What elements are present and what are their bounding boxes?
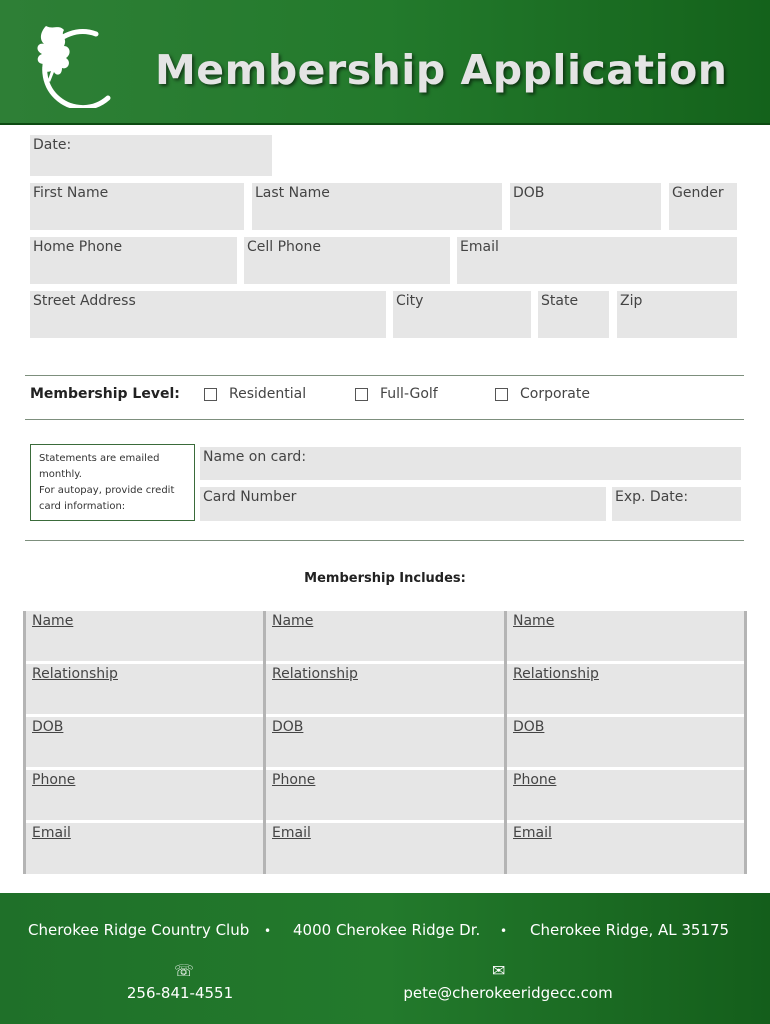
club-address: 4000 Cherokee Ridge Dr. — [293, 921, 481, 939]
residential-checkbox[interactable] — [204, 388, 217, 401]
full-golf-label: Full-Golf — [380, 386, 438, 402]
club-city: Cherokee Ridge, AL 35175 — [530, 921, 730, 939]
member-1-phone-field[interactable] — [26, 770, 263, 820]
cell-phone-label: Cell Phone — [247, 239, 321, 255]
member-phone-label: Phone — [513, 772, 557, 788]
member-1-dob-field[interactable] — [26, 717, 263, 767]
member-3-relationship-field[interactable] — [507, 664, 744, 714]
exp-date-field[interactable] — [612, 487, 741, 521]
member-2-dob-field[interactable] — [266, 717, 504, 767]
member-name-label: Name — [32, 613, 74, 629]
zip-field[interactable] — [617, 291, 737, 338]
member-phone-label: Phone — [32, 772, 76, 788]
note-line: monthly. — [39, 469, 82, 480]
street-address-label: Street Address — [33, 293, 136, 309]
note-line: For autopay, provide credit — [39, 485, 175, 496]
cell-phone-field[interactable] — [244, 237, 450, 284]
member-3-dob-field[interactable] — [507, 717, 744, 767]
member-2-name-field[interactable] — [266, 611, 504, 661]
state-field[interactable] — [538, 291, 609, 338]
note-line: Statements are emailed — [39, 453, 160, 464]
member-3-name-field[interactable] — [507, 611, 744, 661]
dob-label: DOB — [513, 185, 545, 201]
city-field[interactable] — [393, 291, 531, 338]
member-relationship-label: Relationship — [513, 666, 599, 682]
members-grid — [23, 611, 747, 874]
membership-includes-title: Membership Includes: — [304, 571, 466, 586]
residential-label: Residential — [229, 386, 307, 402]
state-label: State — [541, 293, 579, 309]
divider-top — [25, 375, 744, 376]
club-logo-icon — [24, 16, 114, 108]
city-label: City — [396, 293, 424, 309]
member-relationship-label: Relationship — [272, 666, 358, 682]
member-name-label: Name — [513, 613, 555, 629]
street-address-field[interactable] — [30, 291, 386, 338]
member-1-name-field[interactable] — [26, 611, 263, 661]
corporate-label: Corporate — [520, 386, 590, 402]
date-label: Date: — [33, 137, 72, 153]
member-dob-label: DOB — [32, 719, 64, 735]
name-on-card-label: Name on card: — [203, 449, 307, 465]
footer-banner — [0, 893, 770, 1024]
last-name-field[interactable] — [252, 183, 502, 230]
first-name-field[interactable] — [30, 183, 244, 230]
member-2-phone-field[interactable] — [266, 770, 504, 820]
grid-divider — [744, 611, 747, 874]
last-name-label: Last Name — [255, 185, 330, 201]
member-3-email-field[interactable] — [507, 823, 744, 874]
dob-field[interactable] — [510, 183, 661, 230]
member-name-label: Name — [272, 613, 314, 629]
first-name-label: First Name — [33, 185, 109, 201]
gender-field[interactable] — [669, 183, 737, 230]
header-banner — [0, 0, 770, 125]
divider-middle — [25, 419, 744, 420]
zip-label: Zip — [620, 293, 643, 309]
divider-bottom — [25, 540, 744, 541]
autopay-note — [30, 444, 195, 521]
page-title: Membership Application — [155, 46, 728, 94]
email-field[interactable] — [457, 237, 737, 284]
member-relationship-label: Relationship — [32, 666, 118, 682]
note-line: card information: — [39, 501, 126, 512]
member-email-label: Email — [272, 825, 311, 841]
member-phone-label: Phone — [272, 772, 316, 788]
card-number-field[interactable] — [200, 487, 606, 521]
member-3-phone-field[interactable] — [507, 770, 744, 820]
member-1-email-field[interactable] — [26, 823, 263, 874]
footer-bullet: • — [264, 924, 272, 938]
club-email[interactable]: pete@cherokeeridgecc.com — [403, 984, 613, 1002]
club-phone[interactable]: 256-841-4551 — [126, 984, 234, 1002]
envelope-icon: ✉ — [492, 961, 506, 980]
member-1-relationship-field[interactable] — [26, 664, 263, 714]
membership-level-label: Membership Level: — [30, 386, 180, 402]
member-email-label: Email — [32, 825, 71, 841]
corporate-checkbox[interactable] — [495, 388, 508, 401]
member-2-email-field[interactable] — [266, 823, 504, 874]
footer-bullet: • — [500, 924, 508, 938]
member-dob-label: DOB — [513, 719, 545, 735]
name-on-card-field[interactable] — [200, 447, 741, 480]
gender-label: Gender — [672, 185, 724, 201]
home-phone-label: Home Phone — [33, 239, 123, 255]
exp-date-label: Exp. Date: — [615, 489, 689, 505]
member-dob-label: DOB — [272, 719, 304, 735]
card-number-label: Card Number — [203, 489, 297, 505]
date-field[interactable] — [30, 135, 272, 176]
member-email-label: Email — [513, 825, 552, 841]
phone-icon: ☏ — [174, 961, 195, 980]
member-2-relationship-field[interactable] — [266, 664, 504, 714]
email-label: Email — [460, 239, 499, 255]
home-phone-field[interactable] — [30, 237, 237, 284]
club-name: Cherokee Ridge Country Club — [28, 921, 250, 939]
full-golf-checkbox[interactable] — [355, 388, 368, 401]
